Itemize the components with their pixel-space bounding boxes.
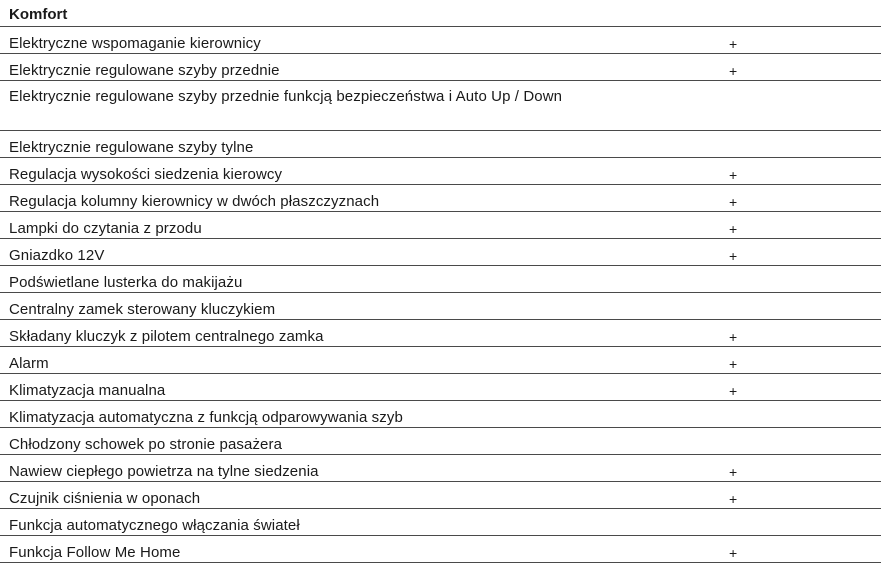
feature-label: Czujnik ciśnienia w oponach — [9, 490, 201, 507]
table-row — [0, 320, 881, 347]
table-row — [0, 455, 881, 482]
availability-mark: + — [729, 464, 738, 480]
feature-label: Nawiew ciepłego powietrza na tylne siedzenia — [9, 463, 319, 480]
feature-label: Elektryczne wspomaganie kierownicy — [9, 35, 261, 52]
availability-mark: + — [729, 36, 738, 52]
feature-label: Funkcja automatycznego włączania świateł — [9, 517, 300, 534]
feature-label: Elektrycznie regulowane szyby przednie — [9, 62, 280, 79]
feature-label: Elektrycznie regulowane szyby przednie funkcją bezpieczeństwa i Auto Up / Down — [9, 88, 563, 105]
table-row — [0, 536, 881, 563]
table-row — [0, 27, 881, 54]
feature-label: Podświetlane lusterka do makijażu — [9, 274, 243, 291]
feature-label: Lampki do czytania z przodu — [9, 220, 202, 237]
feature-label: Regulacja wysokości siedzenia kierowcy — [9, 166, 283, 183]
table-row — [0, 131, 881, 158]
availability-mark: + — [729, 491, 738, 507]
feature-label: Regulacja kolumny kierownicy w dwóch płaszczyznach — [9, 193, 380, 210]
table-row — [0, 239, 881, 266]
table-row — [0, 293, 881, 320]
availability-mark: + — [729, 194, 738, 210]
table-row — [0, 266, 881, 293]
table-row — [0, 347, 881, 374]
table-row — [0, 401, 881, 428]
availability-mark: + — [729, 248, 738, 264]
table-row — [0, 212, 881, 239]
table-row — [0, 428, 881, 455]
feature-label: Klimatyzacja manualna — [9, 382, 166, 399]
availability-mark: + — [729, 356, 738, 372]
section-title: Komfort — [0, 0, 881, 27]
table-row — [0, 509, 881, 536]
feature-label: Gniazdko 12V — [9, 247, 105, 264]
table-row — [0, 158, 881, 185]
table-row — [0, 374, 881, 401]
table-row — [0, 482, 881, 509]
availability-mark: + — [729, 63, 738, 79]
feature-label: Centralny zamek sterowany kluczykiem — [9, 301, 276, 318]
table-row — [0, 185, 881, 212]
table-row — [0, 54, 881, 81]
feature-label: Klimatyzacja automatyczna z funkcją odparowywania szyb — [9, 409, 403, 426]
feature-label: Alarm — [9, 355, 49, 372]
feature-label: Składany kluczyk z pilotem centralnego zamka — [9, 328, 324, 345]
table-row — [0, 81, 881, 131]
feature-label: Funkcja Follow Me Home — [9, 544, 181, 561]
feature-label: Elektrycznie regulowane szyby tylne — [9, 139, 254, 156]
feature-label: Chłodzony schowek po stronie pasażera — [9, 436, 283, 453]
availability-mark: + — [729, 167, 738, 183]
availability-mark: + — [729, 221, 738, 237]
availability-mark: + — [729, 545, 738, 561]
availability-mark: + — [729, 383, 738, 399]
availability-mark: + — [729, 329, 738, 345]
